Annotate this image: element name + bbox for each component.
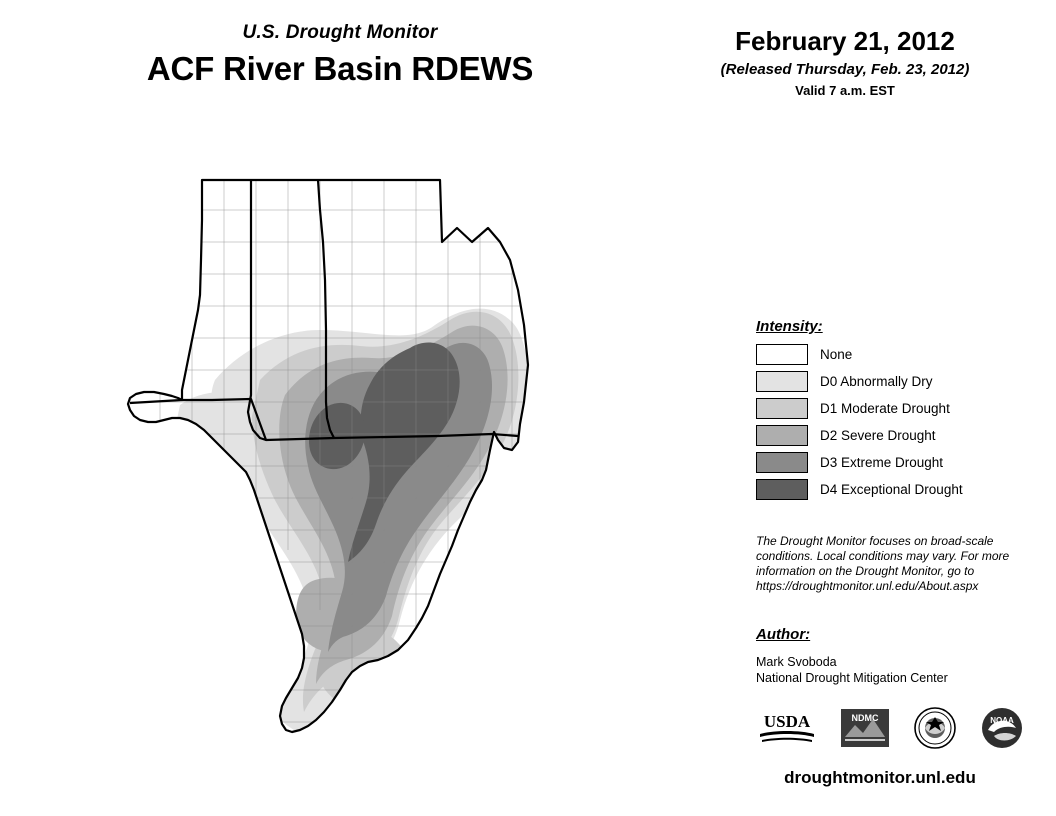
logo-strip xyxy=(756,706,1024,754)
svg-text:NDMC: NDMC xyxy=(851,712,879,723)
svg-text:USDA: USDA xyxy=(763,711,811,731)
legend-label-d0: D0 Abnormally Dry xyxy=(820,374,933,389)
header-left xyxy=(40,22,640,88)
legend xyxy=(756,318,1026,503)
legend-label-d1: D1 Moderate Drought xyxy=(820,401,950,416)
legend-swatch-d0 xyxy=(756,371,808,392)
legend-item-d3 xyxy=(756,449,1026,476)
legend-swatch-none xyxy=(756,344,808,365)
legend-item-d0 xyxy=(756,368,1026,395)
legend-swatch-d1 xyxy=(756,398,808,419)
legend-swatch-d4 xyxy=(756,479,808,500)
legend-label-d4: D4 Exceptional Drought xyxy=(820,482,963,497)
map-release-date: (Released Thursday, Feb. 23, 2012) xyxy=(720,61,970,78)
legend-swatch-d2 xyxy=(756,425,808,446)
map-date: February 21, 2012 xyxy=(735,26,955,56)
noaa-logo[interactable] xyxy=(980,706,1024,755)
drought-map xyxy=(120,150,680,790)
svg-text:NOAA: NOAA xyxy=(990,715,1014,725)
page-title: ACF River Basin RDEWS xyxy=(146,50,534,87)
legend-label-d2: D2 Severe Drought xyxy=(820,428,936,443)
legend-note: The Drought Monitor focuses on broad-scale conditions. Local conditions may vary. For more information on the Drought Monitor, go to https://droughtmonitor.unl.edu/About.aspx xyxy=(756,534,1010,593)
map-valid-time: Valid 7 a.m. EST xyxy=(795,83,895,98)
legend-label-d3: D3 Extreme Drought xyxy=(820,455,944,470)
legend-item-d1 xyxy=(756,395,1026,422)
legend-label-none: None xyxy=(820,347,853,362)
legend-item-d2 xyxy=(756,422,1026,449)
legend-item-none xyxy=(756,341,1026,368)
author-title: Author: xyxy=(756,626,811,643)
header-right xyxy=(660,26,1030,98)
usda-logo[interactable] xyxy=(756,707,818,754)
legend-item-d4 xyxy=(756,476,1026,503)
ndmc-logo[interactable] xyxy=(841,707,889,754)
footer-url[interactable]: droughtmonitor.unl.edu xyxy=(784,768,976,787)
author-affiliation: National Drought Mitigation Center xyxy=(756,671,948,685)
legend-swatch-d3 xyxy=(756,452,808,473)
page-subtitle: U.S. Drought Monitor xyxy=(242,22,438,43)
author-name: Mark Svoboda xyxy=(756,655,837,669)
legend-title: Intensity: xyxy=(756,318,823,335)
author-block xyxy=(756,626,1018,686)
noaa-seal-logo[interactable] xyxy=(913,706,957,755)
